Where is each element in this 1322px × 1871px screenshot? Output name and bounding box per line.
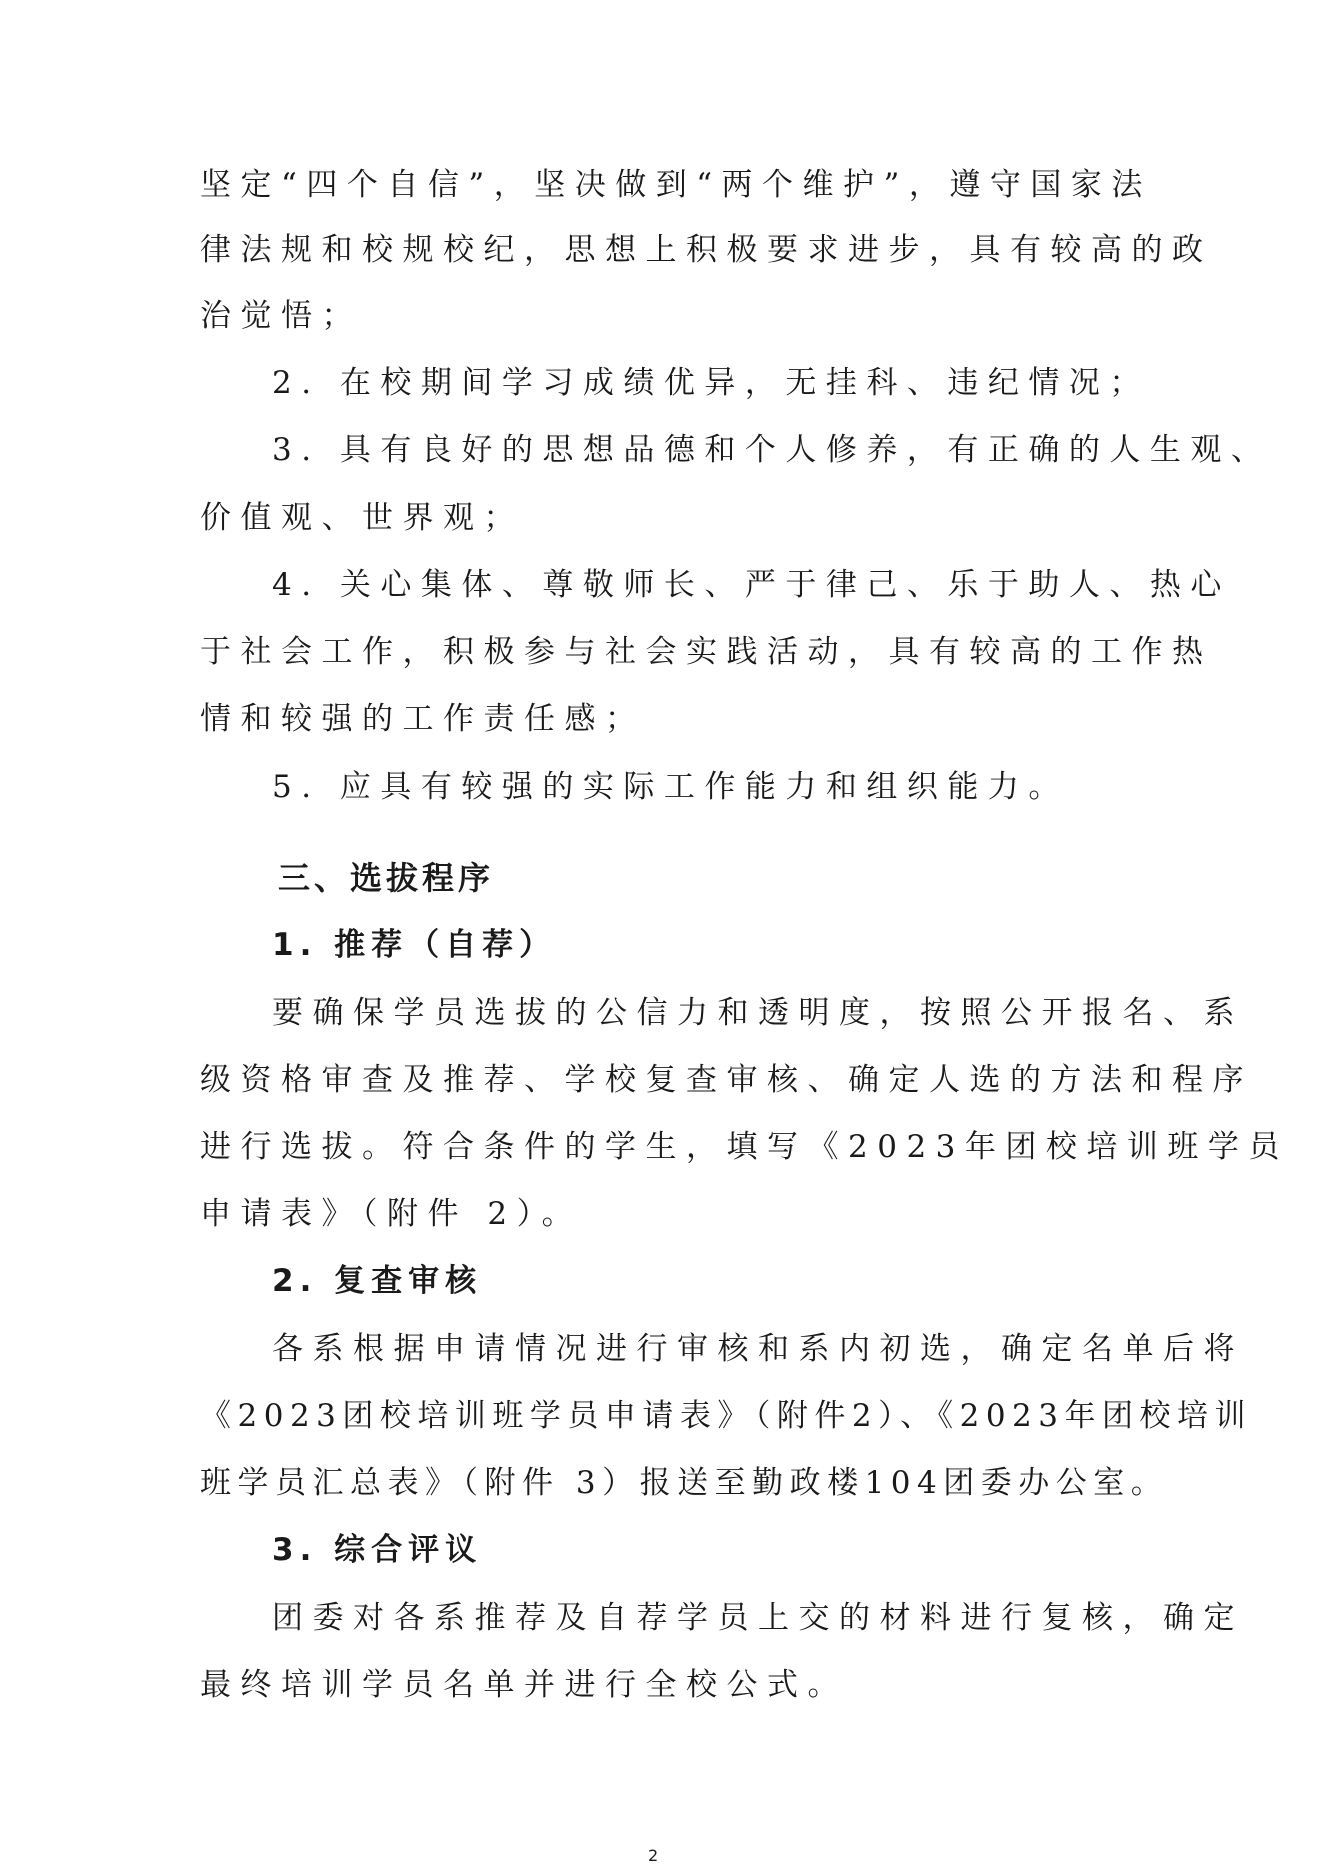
text-line: 于社会工作，积极参与社会实践活动，具有较高的工作热 (200, 634, 1213, 670)
text-line: 坚定“四个自信”，坚决做到“两个维护”，遵守国家法 (200, 167, 1152, 203)
text-line: 情和较强的工作责任感； (200, 701, 646, 737)
page-number: 2 (648, 1846, 659, 1865)
text-line: 律法规和校规校纪，思想上积极要求进步，具有较高的政 (200, 232, 1213, 268)
requirement-item: 4. 关心集体、尊敬师长、严于律己、乐于助人、热心 (272, 567, 1231, 603)
section-heading: 三、选拔程序 (278, 859, 495, 897)
text-line: 价值观、世界观； (200, 500, 524, 536)
text-line: 班学员汇总表》（附件 3）报送至勤政楼104团委办公室。 (200, 1465, 1169, 1501)
text-line: 级资格审查及推荐、学校复查审核、确定人选的方法和程序 (200, 1062, 1253, 1098)
text-line: 团委对各系推荐及自荐学员上交的材料进行复核，确定 (272, 1600, 1244, 1636)
requirement-item: 2. 在校期间学习成绩优异，无挂科、违纪情况； (272, 365, 1150, 401)
text-line: 各系根据申请情况进行审核和系内初选，确定名单后将 (272, 1331, 1244, 1367)
text-line: 《2023团校培训班学员申请表》（附件2）、《2023年团校培训 (200, 1398, 1253, 1434)
requirement-item: 3. 具有良好的思想品德和个人修养，有正确的人生观、 (272, 432, 1272, 468)
step-title: 1. 推荐（自荐） (272, 927, 557, 963)
step-title: 3. 综合评议 (272, 1532, 483, 1568)
text-line: 要确保学员选拔的公信力和透明度，按照公开报名、系 (272, 995, 1244, 1031)
text-line: 申请表》（附件 2）。 (200, 1196, 583, 1232)
step-title: 2. 复查审核 (272, 1263, 483, 1299)
text-line: 进行选拔。符合条件的学生，填写《2023年团校培训班学员 (200, 1129, 1289, 1165)
text-line: 最终培训学员名单并进行全校公式。 (200, 1667, 848, 1703)
requirement-item: 5. 应具有较强的实际工作能力和组织能力。 (272, 769, 1069, 805)
text-line: 治觉悟； (200, 298, 362, 334)
